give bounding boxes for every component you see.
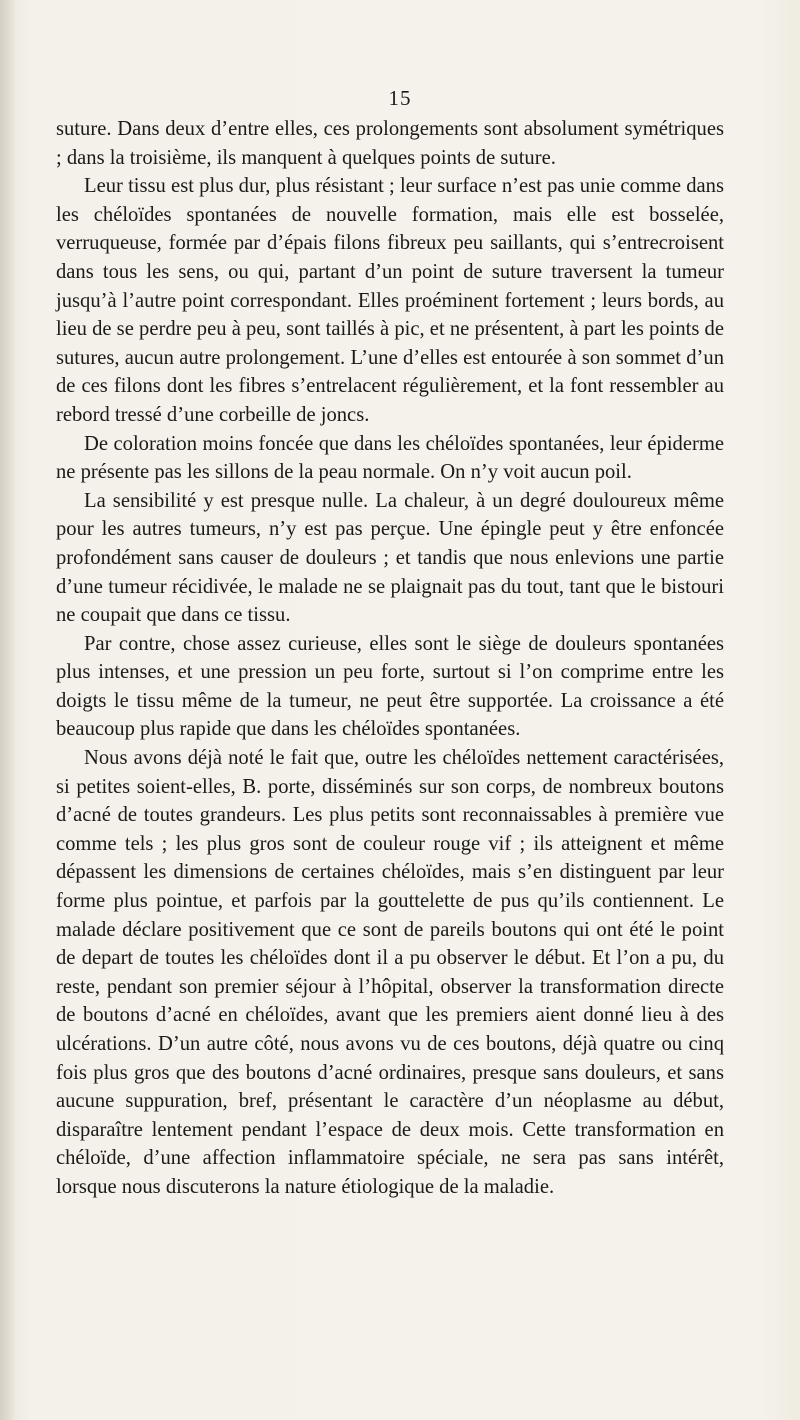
body-text (56, 115, 724, 1202)
paragraph-5: Par contre, chose assez curieuse, elles sont le siège de douleurs spontanées plus intenses, et une pression un peu forte, surtout si l’on comprime entre les doigts le tissu même de la tumeur, ne peut être supportée. La croissance a été beaucoup plus rapide que dans les chéloïdes spontanées. (56, 632, 724, 741)
page-gutter-shadow (0, 0, 14, 1420)
paragraph-3: De coloration moins foncée que dans les chéloïdes spontanées, leur épiderme ne présente pas les sillons de la peau normale. On n’y voit aucun poil. (56, 432, 724, 484)
paragraph-1: suture. Dans deux d’entre elles, ces prolongements sont absolument symétriques ; dans la troisième, ils manquent à quelques points de suture. (56, 118, 724, 169)
paragraph-6: Nous avons déjà noté le fait que, outre les chéloïdes nettement caractérisées, si petites soient-elles, B. porte, disséminés sur son corps, de nombreux boutons d’acné de toutes grandeurs. Les plus petits sont reconnaissables à première vue comme tels ; les plus gros sont de couleur rouge vif ; ils atteignent et même dépassent les dimensions de certaines chéloïdes, mais s’en distinguent par leur forme plus pointue, et parfois par la gouttelette de pus qu’ils contiennent. Le malade déclare positivement que ce sont de pareils boutons qui ont été le point de depart de toutes les chéloïdes dont il a pu observer le début. Et l’on a pu, du reste, pendant son premier séjour à l’hôpital, observer la transformation directe de boutons d’acné en chéloïdes, avant que les premiers aient donné lieu à des ulcérations. D’un autre côté, nous avons vu de ces boutons, déjà quatre ou cinq fois plus gros que des boutons d’acné ordinaires, presque sans douleurs, et sans aucune suppuration, bref, présentant le caractère d’un néoplasme au début, disparaître lentement pendant l’espace de deux mois. Cette transformation en chéloïde, d’une affection inflammatoire spéciale, ne sera pas sans intérêt, lorsque nous discuterons la nature étiologique de la maladie. (56, 747, 724, 1198)
page-number: 15 (388, 86, 412, 110)
paragraph-2: Leur tissu est plus dur, plus résistant ; leur surface n’est pas unie comme dans les chéloïdes spontanées de nouvelle formation, mais elle est bosselée, verruqueuse, formée par d’épais filons fibreux peu saillants, qui s’entrecroisent dans tous les sens, ou qui, partant d’un point de suture traversent la tumeur jusqu’à l’autre point correspondant. Elles proéminent fortement ; leurs bords, au lieu de se perdre peu à peu, sont taillés à pic, et ne présentent, à part les points de sutures, aucun autre prolongement. L’une d’elles est entourée à son sommet d’un de ces filons dont les fibres s’entrelacent régulièrement, et la font ressembler au rebord tressé d’une corbeille de joncs. (56, 175, 724, 426)
paragraph-4: La sensibilité y est presque nulle. La chaleur, à un degré douloureux même pour les autres tumeurs, n’y est pas perçue. Une épingle peut y être enfoncée profondément sans causer de douleurs ; et tandis que nous enlevions une partie d’une tumeur récidivée, le malade ne se plaignait pas du tout, tant que le bistouri ne coupait que dans ce tissu. (56, 489, 724, 627)
